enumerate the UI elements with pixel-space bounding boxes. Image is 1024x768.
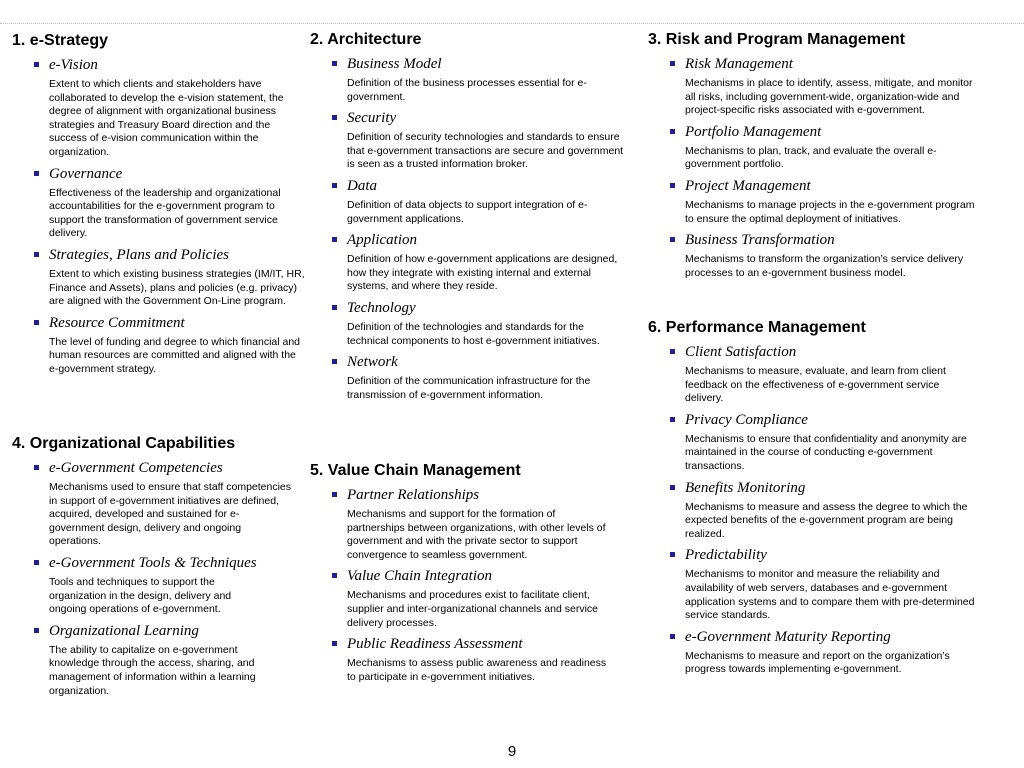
- item-description: Mechanisms to monitor and measure the reliability and availability of web servers, databases and e-government application systems and to compare them with pre-determined service standards.: [685, 568, 975, 622]
- square-bullet-icon: [332, 573, 337, 578]
- item-description: Mechanisms to measure, evaluate, and learn from client feedback on the effectiveness of e-government service delivery.: [685, 365, 946, 405]
- item-description: Mechanisms to plan, track, and evaluate the overall e-government portfolio.: [685, 144, 937, 171]
- item-description: Definition of security technologies and standards to ensure that e-government transactions are secure and government is seen as a trusted information broker.: [347, 131, 624, 171]
- item-title: Data: [347, 177, 377, 194]
- list-item: [310, 177, 626, 226]
- square-bullet-icon: [670, 129, 675, 134]
- square-bullet-icon: [670, 417, 675, 422]
- item-title: Network: [347, 354, 398, 371]
- list-item: [310, 486, 626, 562]
- list-item: [648, 411, 978, 474]
- list-item: [310, 231, 626, 294]
- list-item: [310, 299, 626, 348]
- square-bullet-icon: [670, 552, 675, 557]
- list-item: [310, 635, 626, 684]
- list-item: [310, 55, 626, 104]
- section-performance-management: [648, 318, 978, 682]
- list-item: [12, 246, 308, 309]
- section-architecture: [310, 30, 626, 407]
- square-bullet-icon: [332, 183, 337, 188]
- square-bullet-icon: [332, 305, 337, 310]
- item-description: Tools and techniques to support the organization in the design, delivery and ongoing operations of e-government.: [49, 575, 232, 616]
- item-description: Mechanisms to transform the organization’s service delivery processes to an e-government business model.: [685, 253, 964, 279]
- item-title: Technology: [347, 299, 416, 316]
- item-title: Organizational Learning: [49, 622, 199, 639]
- top-divider: [0, 23, 1024, 24]
- square-bullet-icon: [670, 237, 675, 242]
- list-item: [648, 628, 978, 677]
- list-item: [648, 343, 978, 406]
- list-item: [648, 55, 978, 118]
- item-title: Portfolio Management: [685, 123, 822, 140]
- item-title: Value Chain Integration: [347, 568, 492, 585]
- item-description: Mechanisms and support for the formation of partnerships between organizations, with other levels of government and with the private sector to support convergence to seamless government.: [347, 508, 606, 561]
- item-title: Security: [347, 110, 397, 127]
- square-bullet-icon: [34, 320, 39, 325]
- square-bullet-icon: [670, 634, 675, 639]
- item-title: Benefits Monitoring: [685, 479, 806, 496]
- list-item: [310, 353, 626, 402]
- section-risk-program-management: [648, 30, 978, 285]
- list-item: [310, 109, 626, 172]
- item-title: Business Model: [347, 56, 442, 72]
- item-description: Mechanisms used to ensure that staff competencies in support of e-government initiatives are defined, acquired, developed and sustained for e-government design, delivery and ongoing operations.: [49, 481, 292, 548]
- item-description: Definition of the business processes essential for e-government.: [347, 77, 587, 103]
- item-title: Risk Management: [685, 56, 793, 72]
- item-title: Predictability: [685, 547, 767, 564]
- list-item: [310, 567, 626, 630]
- item-title: Business Transformation: [685, 232, 835, 249]
- list-item: [648, 479, 978, 542]
- list-item: [12, 314, 308, 377]
- section-title: 1. e-Strategy: [12, 32, 109, 49]
- list-item: [648, 123, 978, 172]
- item-description: Definition of the technologies and standards for the technical components to host e-government initiatives.: [347, 320, 600, 347]
- item-title: Application: [347, 232, 417, 249]
- list-item: [12, 165, 308, 241]
- item-description: Extent to which existing business strategies (IM/IT, HR, Finance and Assets), plans and policies (e.g. privacy) are aligned with the Government On-Line program.: [49, 267, 305, 308]
- item-description: Extent to which clients and stakeholders have collaborated to develop the e-vision statement, the degree of alignment with organizational business strategies and Treasury Board direction and the success of e-vision communication within the organization.: [49, 78, 284, 158]
- item-title: Resource Commitment: [49, 314, 185, 331]
- item-description: The level of funding and degree to which financial and human resources are committed and aligned with the e-government strategy.: [49, 335, 301, 375]
- item-description: Mechanisms to measure and assess the degree to which the expected benefits of the e-government program are being realized.: [685, 500, 968, 540]
- list-item: [648, 231, 978, 280]
- section-value-chain-management: [310, 461, 626, 689]
- section-title: 3. Risk and Program Management: [648, 31, 905, 48]
- list-item: [648, 177, 978, 226]
- square-bullet-icon: [670, 349, 675, 354]
- square-bullet-icon: [34, 628, 39, 633]
- item-title: e-Government Competencies: [49, 460, 223, 476]
- item-title: Client Satisfaction: [685, 344, 797, 360]
- list-item: [648, 546, 978, 622]
- item-description: Mechanisms and procedures exist to facilitate client, supplier and inter-organizational channels and service delivery processes.: [347, 589, 598, 629]
- item-description: Mechanisms to manage projects in the e-government program to ensure the optimal deployment of initiatives.: [685, 198, 975, 225]
- section-title: 6. Performance Management: [648, 319, 866, 336]
- square-bullet-icon: [332, 359, 337, 364]
- item-title: Partner Relationships: [347, 487, 480, 503]
- item-title: Project Management: [685, 177, 811, 194]
- item-title: Public Readiness Assessment: [347, 636, 523, 653]
- square-bullet-icon: [34, 62, 39, 67]
- list-item: [12, 459, 302, 549]
- section-title: 5. Value Chain Management: [310, 462, 521, 479]
- item-description: Mechanisms in place to identify, assess, mitigate, and monitor all risks, including government-wide, organization-wide and project-specific risks associated with e-government.: [685, 77, 973, 117]
- square-bullet-icon: [34, 465, 39, 470]
- item-description: Definition of how e-government applications are designed, how they integrate with existing internal and external systems, and where they reside.: [347, 253, 618, 293]
- square-bullet-icon: [332, 492, 337, 497]
- square-bullet-icon: [332, 115, 337, 120]
- item-description: Definition of the communication infrastructure for the transmission of e-government information.: [347, 375, 591, 401]
- square-bullet-icon: [34, 252, 39, 257]
- item-description: Definition of data objects to support integration of e-government applications.: [347, 198, 588, 225]
- item-description: Mechanisms to assess public awareness and readiness to participate in e-government initiatives.: [347, 657, 607, 683]
- section-title: 2. Architecture: [310, 31, 422, 48]
- section-organizational-capabilities: [12, 434, 302, 703]
- item-title: e-Government Tools & Techniques: [49, 554, 257, 571]
- item-title: e-Government Maturity Reporting: [685, 628, 891, 645]
- item-title: Strategies, Plans and Policies: [49, 246, 229, 263]
- list-item: [12, 554, 302, 617]
- item-description: Effectiveness of the leadership and organizational accountabilities for the e-government program to support the transformation of government service delivery.: [49, 186, 281, 240]
- page-number: 9: [507, 743, 517, 760]
- item-description: Mechanisms to ensure that confidentiality and anonymity are maintained in the course of conducting e-government transactions.: [685, 432, 967, 472]
- square-bullet-icon: [34, 560, 39, 565]
- square-bullet-icon: [670, 485, 675, 490]
- item-title: e-Vision: [49, 57, 98, 73]
- list-item: [12, 56, 308, 160]
- item-title: Privacy Compliance: [685, 411, 808, 428]
- square-bullet-icon: [670, 183, 675, 188]
- section-e-strategy: [12, 31, 308, 382]
- square-bullet-icon: [332, 237, 337, 242]
- square-bullet-icon: [34, 171, 39, 176]
- square-bullet-icon: [670, 61, 675, 66]
- item-description: Mechanisms to measure and report on the organization’s progress towards implementing e-government.: [685, 649, 950, 676]
- item-title: Governance: [49, 165, 123, 182]
- square-bullet-icon: [332, 61, 337, 66]
- square-bullet-icon: [332, 641, 337, 646]
- list-item: [12, 622, 302, 698]
- section-title: 4. Organizational Capabilities: [12, 435, 236, 452]
- item-description: The ability to capitalize on e-government knowledge through the access, sharing, and management of information within a learning organization.: [49, 643, 256, 697]
